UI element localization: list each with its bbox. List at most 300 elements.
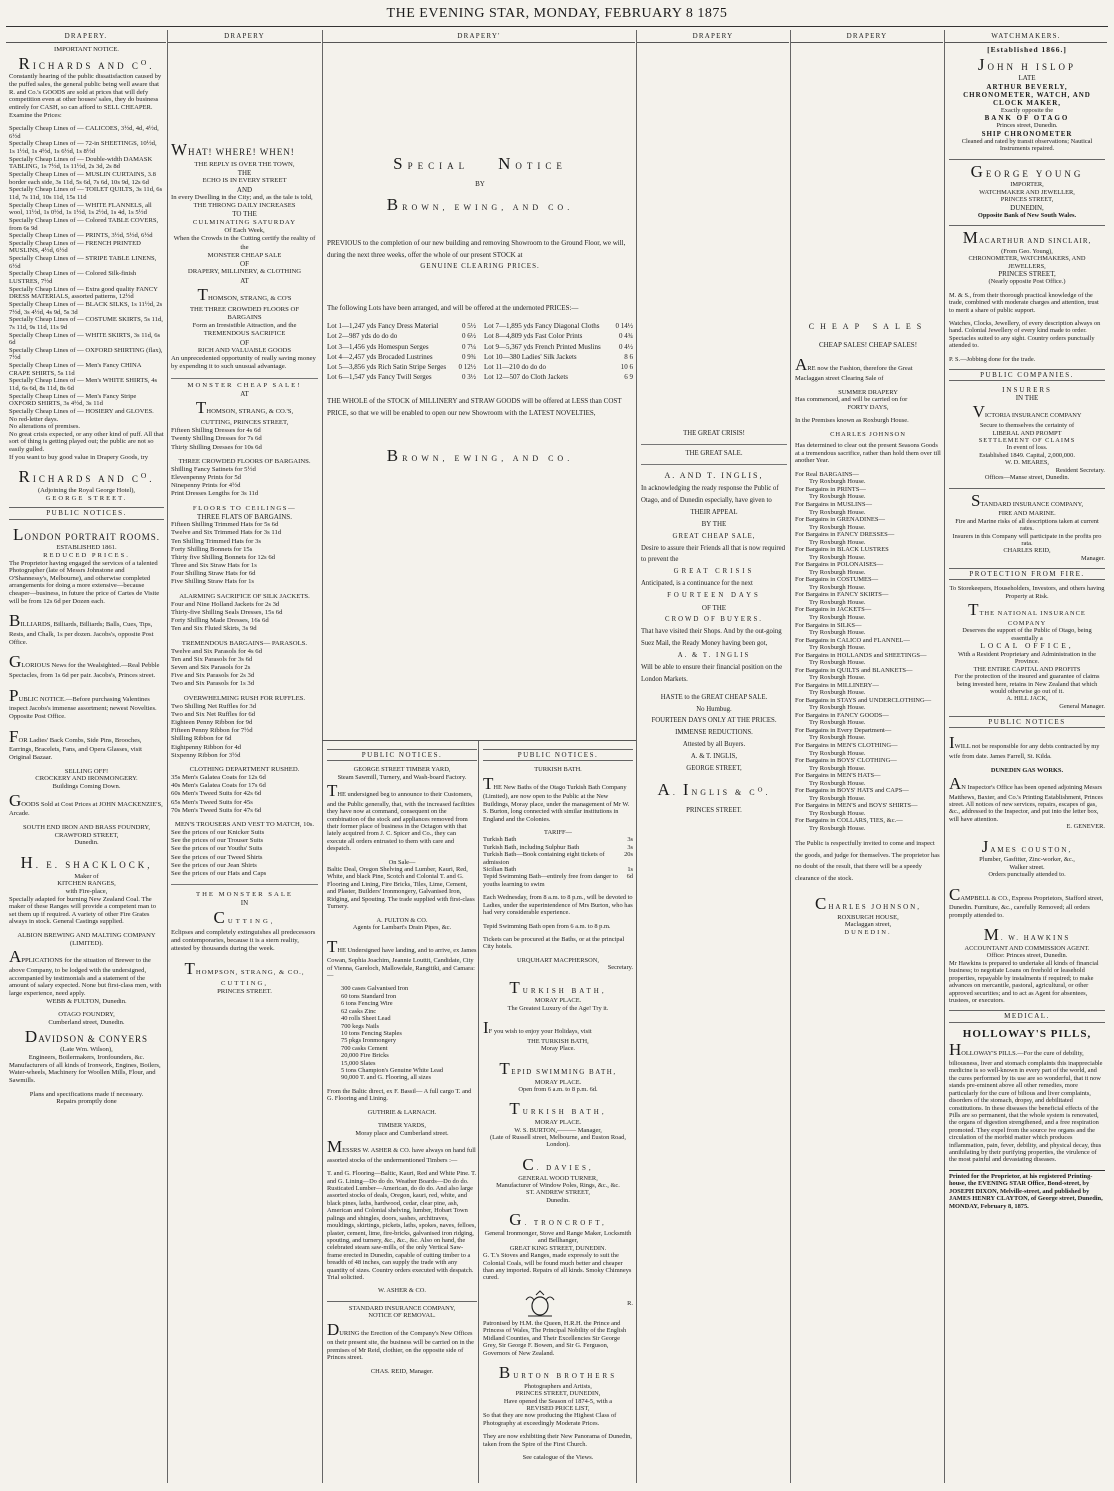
word-in: IN <box>240 899 249 908</box>
bargain-line: Twelve and Six Trimmed Hats for 3s 11d <box>171 529 282 537</box>
bargain-line: Eightpenny Ribbon for 4d <box>171 743 242 751</box>
lot-row <box>327 342 476 352</box>
try-roxburgh: Try Roxburgh House. <box>809 493 866 501</box>
general-manager: General Manager. <box>1059 702 1105 710</box>
anticipated: Anticipated, is a continuance for the next <box>641 580 753 588</box>
bargain-line: For Bargains in POLONAISES— <box>795 561 884 569</box>
column-rule <box>790 30 791 1483</box>
tariff-row-label: Turkish Bath, including Sulphur Bath <box>483 843 580 851</box>
roxburgh-house: ROXBURGH HOUSE, <box>837 913 899 921</box>
bargain-line: For Bargains in BOYS' HATS and CAPS— <box>795 787 909 795</box>
price-line: Specially Cheap Lines of — TOILET QUILTS, 3s 11d, 6s 11d, 7s 11d, 10s 11d, 15s 11d <box>9 186 163 201</box>
fire-place: with Fire-place, <box>65 887 108 895</box>
bargain-line: Twenty Shilling Dresses for 7s 6d <box>171 435 262 443</box>
bargain-line: See the prices of our Youths' Suits <box>171 845 263 853</box>
column-heading: WATCHMAKERS. <box>945 30 1107 43</box>
monster-cheap-sale: MONSTER CHEAP SALE <box>207 251 282 259</box>
import-item: 15,000 Slates <box>341 1059 376 1067</box>
bargain-line: Thirty-five Shilling Seals Dresses, 15s 6d <box>171 608 283 616</box>
bargain-line: Fifteen Shilling Trimmed Hats for 5s 6d <box>171 521 279 529</box>
royal-crest-icon <box>520 1290 560 1318</box>
bargain-line: See the prices of our Knicker Suits <box>171 829 265 837</box>
lots-table <box>327 321 633 382</box>
established-1849: Established 1849. Capital, 2,000,000. <box>979 451 1075 459</box>
repairs: Repairs promptly done <box>56 1098 117 1106</box>
masthead: THE EVENING STAR, MONDAY, FEBRUARY 8 1875 <box>386 6 728 21</box>
john-hislop: JOHN H ISLOP <box>977 54 1077 74</box>
drapery-millinery: DRAPERY, MILLINERY, & CLOTHING <box>187 268 302 276</box>
column-heading: DRAPERY <box>168 30 321 43</box>
word-the: THE <box>237 168 252 177</box>
bargain-line: Forty Shilling Bonnets for 15s <box>171 545 253 553</box>
entire-capital: THE ENTIRE CAPITAL AND PROFITS <box>973 665 1081 673</box>
cleaned-rated: Cleaned and rated by transit observations; Nautical Instruments repaired. <box>961 137 1093 153</box>
thomson-strang-2: THOMSON, STRANG, & CO.'S, <box>195 398 294 418</box>
try-roxburgh: Try Roxburgh House. <box>809 809 866 817</box>
rich-goods: RICH AND VALUABLE GOODS <box>197 347 292 355</box>
bargain-line: For Bargains in QUILTS and BLANKETS— <box>795 666 913 674</box>
lot-row-price: 10 6 <box>620 362 633 371</box>
try-roxburgh: Try Roxburgh House. <box>809 779 866 787</box>
protection-insured: For the protection of the insured and guarantee of claims being invested here, retains in New Zealand that which would otherwise go out of it. <box>954 673 1100 695</box>
lot-row-label: Lot 2—987 yds do do do <box>327 332 398 341</box>
tariff-row <box>483 866 633 873</box>
fourteen-days: FOURTEEN DAYS <box>667 592 761 600</box>
hats-list <box>171 521 318 586</box>
moray-place: Moray place and Cumberland street. <box>355 1129 449 1137</box>
bargain-line: For Bargains in MEN'S CLOTHING— <box>795 742 898 749</box>
at-inglis-title: A. AND T. INGLIS, <box>641 464 787 483</box>
lot-row-label: Lot 6—1,547 yds Fancy Twill Serges <box>327 372 432 381</box>
dunedin: Dunedin. <box>74 839 99 847</box>
albion-body: APPLICATIONS for the situation of Brewer to the above Company, to be lodged with the undersigned, accompanied by testimonials and a statement of the amount of salary expected. None but first-class men, with large experience, need apply. <box>9 947 162 998</box>
bargain-line: For Bargains in MEN'S and BOYS' SHIRTS— <box>795 802 918 810</box>
price-line: Specially Cheap Lines of — Colored Silk-finish LUSTRES, 7½d <box>9 270 137 286</box>
resident-secretary: Resident Secretary. <box>1055 466 1105 474</box>
every-dwelling: In every Dwelling in the City; and, as the tale is told, <box>171 194 313 202</box>
try-roxburgh: Try Roxburgh House. <box>809 583 866 591</box>
lot-row <box>327 331 476 341</box>
tariff-row-label: Turkish Bath—Book containing eight tickets of admission <box>483 851 605 866</box>
open-hours: Open from 6 a.m. to 8 p.m. 6d. <box>518 1085 598 1093</box>
watches: Watches, Clocks, Jewellery, of every description always on hand. Colonial Jewellery of every kind made to order. Spectacles suited to any sight. Country orders punctually attended to. <box>949 320 1101 350</box>
eclipses: Eclipses and completely extinguishes all predecessors and contemporaries, because it is a stern reality, attested by thousands during the week. <box>171 928 316 952</box>
maclaggan-street: Maclaggan street, <box>844 921 892 929</box>
manufacturer: Manufacturer of Window Poles, Rings, &c., &c. <box>496 1181 620 1189</box>
late-of: (Late of Russell street, Melbourne, and Euston Road, London). <box>490 1133 626 1149</box>
bargain-line: Ninepenny Prints for 4½d <box>171 482 241 490</box>
local-office: LOCAL OFFICE, <box>980 641 1074 651</box>
price-line: Specially Cheap Lines of — STRIPE TABLE LINENS, 6½d <box>9 255 157 270</box>
bargain-line: See the prices of our Trouser Suits <box>171 837 264 845</box>
import-item: 5 tons Champion's Genuine White Lead <box>341 1067 444 1075</box>
ladies-ad: FOR Ladies' Back Combs, Side Pins, Brooches, Earrings, Bracelets, Fans, and Opera Glasses, visit Original Bazaar. <box>9 726 142 762</box>
price-line: Specially Cheap Lines of — COSTUME SKIRTS, 5s 11d, 7s 11d, 9s 11d, 11s 9d <box>9 316 163 331</box>
price-line: Specially Cheap Lines of — Extra good quality FANCY DRESS MATERIALS, assorted patterns, 12½d <box>9 285 158 301</box>
price-line: Specially Cheap Lines of — FRENCH PRINTED MUSLINS, 4½d, 6½d <box>9 239 141 255</box>
dunedin: DUNEDIN, <box>1010 203 1044 212</box>
when-crowds: When the Crowds in the Cutting certify the reality of the <box>173 235 316 251</box>
richards-body: Constantly hearing of the public dissatisfaction caused by the puffed sales, the general public being well aware that R. and Co.'s GOODS are sold at prices that will defy competition even at other houses' sales, they do business entirely for CASH, so can afford to SELL CHEAPER. Examine the Prices: <box>9 73 162 119</box>
great-crisis: THE GREAT CRISIS! <box>683 430 745 437</box>
import-item: 6 tons Fencing Wire <box>341 1000 393 1008</box>
davidson-late: (Late Wm. Wilson), <box>60 1046 113 1054</box>
bargain-line: For Bargains in COSTUMES— <box>795 576 879 584</box>
deserves: Deserves the support of the Public of Otago, being essentially a <box>962 627 1092 642</box>
lot-row-price: 0 12½ <box>458 362 476 371</box>
gst-body: THE undersigned beg to announce to their Customers, and the Public generally, that, with the increased facilities they have now at command, consequent on the combination of the stock and appliances removed from their former place of business in the Octagon with that lately acquired from J. C. Spicer and Co., they can execute all orders entrusted to them with care and despatch. <box>327 780 475 853</box>
try-roxburgh: Try Roxburgh House. <box>809 734 866 742</box>
three-floors-2: THREE CROWDED FLOORS OF BARGAINS. <box>178 457 311 465</box>
kitchen-ranges: KITCHEN RANGES, <box>57 880 116 888</box>
reduced-prices: REDUCED PRICES. <box>43 551 130 559</box>
bargain-line: Five Shilling Straw Hats for 1s <box>171 578 255 586</box>
bargain-line: Shilling Fancy Satinets for 5½d <box>171 465 256 473</box>
alarming-sacrifice: ALARMING SACRIFICE OF SILK JACKETS. <box>179 592 310 600</box>
cheap-sales: CHEAP SALES <box>808 322 928 331</box>
import-item: 40 rolls Sheet Lead <box>341 1015 391 1023</box>
landing: THE Undersigned have landing, and to arrive, ex James Cowan, Sophia Joachim, Jeannie Louttit, Candidate, City of Vienna, Gareloch, Mallowdale, Rangitiki, and Camara:— <box>327 937 477 979</box>
what-where-when: WHAT! WHERE! WHEN! <box>171 140 295 159</box>
st-andrew-street: ST. ANDREW STREET, <box>526 1189 590 1197</box>
london-portrait-body: The Proprietor having engaged the services of a talented Photographer (late of Messrs Johnstone and O'Shannessy's, Melbourne), and otherwise completed arrangements for doing a more extensive—because cheaper—business, in future the price of Cartes de Visite will be from 12s 6d per Dozen each. <box>9 559 160 605</box>
lot-row-price: 0 3½ <box>462 372 476 381</box>
the-turkish-bath: THE TURKISH BATH, <box>527 1037 589 1045</box>
tariff-row-price: 3s <box>627 836 633 844</box>
office-princes: Office: Princes street, Dunedin. <box>986 952 1068 960</box>
tariff-row <box>483 851 633 866</box>
glorious-ad: GLORIOUS News for the Wealsighted.—Real Pebble Spectacles, from 1s 6d per pair. Jacobs's, Princes street. <box>9 652 160 680</box>
richards-address: (Adjoining the Royal George Hotel), <box>37 487 136 495</box>
bargain-line: Two and Six Parasols for 1s 3d <box>171 680 255 688</box>
lot-row-label: Lot 4—2,457 yds Brocaded Lustrines <box>327 352 433 361</box>
r-mark: R. <box>627 1300 633 1308</box>
try-roxburgh: Try Roxburgh House. <box>809 523 866 531</box>
troncroft-title: G. TRONCROFT, <box>509 1210 607 1230</box>
princes-street: PRINCES STREET, DUNEDIN, <box>515 1390 601 1398</box>
revised-price-list: REVISED PRICE LIST, <box>526 1404 590 1412</box>
tremendous-bargains: TREMENDOUS BARGAINS— PARASOLS. <box>181 639 308 647</box>
monster-cheap-sale-2: MONSTER CHEAP SALE! <box>171 378 318 390</box>
lot-row-price: 6 9 <box>624 372 633 381</box>
bargain-line: 35s Men's Galatea Coats for 12s 6d <box>171 774 266 782</box>
bargain-line: For Bargains in FANCY DRESSES— <box>795 531 895 539</box>
campbell-ad: CAMPBELL & CO., Express Proprietors, Stafford street, Dunedin. Furniture, &c., carefully Removed; all orders promptly attended to. <box>949 884 1104 919</box>
try-roxburgh: Try Roxburgh House. <box>809 689 866 697</box>
notice-removal: NOTICE OF REMOVAL. <box>368 1312 436 1320</box>
price-line: Specially Cheap Lines of — Men's Fancy CHINA CRAPE SHIRTS, 5s 11d <box>9 362 142 377</box>
a-inglis-co: A. INGLIS & $C^O$. <box>657 779 771 799</box>
bargain-line: See the prices of our Hats and Caps <box>171 869 267 877</box>
bargain-line: 40s Men's Galatea Coats for 17s 6d <box>171 782 266 790</box>
tariff-row-label: Turkish Bath <box>483 836 517 844</box>
timber-yards: TIMBER YARDS, <box>377 1122 427 1130</box>
charles-johnson-sign: CHARLES JOHNSON, <box>815 893 921 913</box>
holidays: IF you wish to enjoy your Holidays, visit <box>483 1018 592 1038</box>
word-by: BY <box>475 179 485 188</box>
george-st-timber: GEORGE STREET TIMBER YARD, <box>353 766 451 774</box>
great-crisis-2: GREAT CRISIS <box>673 568 755 576</box>
their-appeal: THEIR APPEAL <box>690 508 738 516</box>
price-list <box>9 125 164 415</box>
bargain-line: 70s Men's Tweed Suits for 47s 6d <box>171 806 262 814</box>
following-lots: The following Lots have been arranged, and will be offered at the undernoted PRICES:— <box>327 304 579 313</box>
lot-row <box>484 342 633 352</box>
lot-row-price: 8 6 <box>624 352 633 361</box>
import-item: 62 casks Zinc <box>341 1007 377 1015</box>
bargain-line: For Bargains in BLACK LUSTRES <box>795 546 889 554</box>
moray-place: MORAY PLACE. <box>534 1078 582 1086</box>
crockery: CROCKERY AND IRONMONGERY. <box>35 775 138 783</box>
davidson-title: DAVIDSON & CONYERS <box>24 1026 149 1046</box>
see-list <box>171 829 318 878</box>
are-now: ARE now the Fashion, therefore the Great Maclaggan street Clearing Sale of <box>795 355 913 383</box>
lot-row <box>484 352 633 362</box>
masthead-rule <box>6 26 1108 27</box>
princes-street: PRINCES STREET. <box>217 988 272 995</box>
lot-row <box>327 321 476 331</box>
bargain-line: See the prices of our Tweed Shirts <box>171 853 263 861</box>
section-heading: PUBLIC COMPANIES. <box>949 369 1105 381</box>
at-inglis-2: A. & T. INGLIS <box>677 651 751 659</box>
import-item: 700 casks Cement <box>341 1044 388 1052</box>
try-roxburgh: Try Roxburgh House. <box>809 644 866 652</box>
in-the: IN THE <box>1015 394 1039 403</box>
try-roxburgh: Try Roxburgh House. <box>809 598 866 606</box>
webb-fulton: WEBB & FULTON, Dunedin. <box>46 997 127 1005</box>
chronometer-watchmakers: CHRONOMETER, WATCHMAKERS, AND JEWELLERS, <box>968 255 1086 270</box>
of-the: OF THE <box>701 604 727 613</box>
bargain-line: For Bargains in PRINTS— <box>795 485 866 493</box>
protection-from-fire: PROTECTION FROM FIRE. <box>949 568 1105 580</box>
try-roxburgh: Try Roxburgh House. <box>809 508 866 516</box>
printer-imprint: Printed for the Proprietor, at his registered Printing-house, the EVENING STAR Office, Bond-street, by JOSEPH DIXON, Melville-street, and published by JAMES HENRY CLAYTON, of George street, Dunedin, MONDAY, February 8, 1875. <box>949 1170 1105 1210</box>
burton-brothers: BURTON BROTHERS <box>498 1362 618 1382</box>
otago-foundry: OTAGO FOUNDRY, <box>58 1011 115 1019</box>
a-hill-jack: A. HILL JACK, <box>1006 695 1048 703</box>
plans: Plans and specifications made if necessary. <box>29 1090 144 1098</box>
bargain-line: 60s Men's Tweed Suits for 42s 6d <box>171 790 262 798</box>
import-item: 20,000 Fire Bricks <box>341 1052 389 1060</box>
london-portrait-title: LONDON PORTRAIT ROOMS. <box>13 524 160 544</box>
princes-street: Princes street, Dunedin. <box>996 122 1058 130</box>
cheap-sales-2: CHEAP SALES! CHEAP SALES! <box>818 341 918 350</box>
bargain-line: For Bargains in Every Department— <box>795 726 892 734</box>
e-genever: E. GENEVER. <box>1066 823 1105 831</box>
royal-arms-row <box>483 1288 633 1320</box>
try-roxburgh: Try Roxburgh House. <box>809 764 866 772</box>
price-line: Specially Cheap Lines of — HOSIERY and GLOVES. <box>9 407 154 415</box>
bargain-line: Thirty five Shilling Bonnets for 12s 6d <box>171 553 276 561</box>
watchmaker-jeweller: WATCHMAKER AND JEWELLER, <box>979 188 1075 196</box>
tariff-table <box>483 836 633 888</box>
nearly-opposite: (Nearly opposite Post Office.) <box>988 278 1066 286</box>
lot-row <box>484 321 633 331</box>
special-notice: SPECIAL NOTICE <box>393 154 567 173</box>
has-commenced: Has commenced, and will be carried on for <box>795 396 908 404</box>
bargain-line: For Bargains in FANCY SKIRTS— <box>795 591 889 599</box>
national-insurance: TTHE NATIONAL INSURANCE COMPANY <box>968 600 1086 627</box>
bargain-line: For Real BARGAINS— <box>795 470 859 478</box>
visited: That have visited their Shops. And by the out-going Suez Mail, the Ready Money having been got, <box>641 628 782 648</box>
importer: IMPORTER, <box>1010 181 1044 189</box>
george-street: GEORGE STREET, <box>686 764 742 772</box>
bargain-line: Fifteen Shilling Dresses for 4s 6d <box>171 427 261 435</box>
asher-body: T. and G. Flooring—Baltic, Kauri, Red and White Pine. T. and G. Lining—Do do do. Weather Boards—Do do do. Rusticated Lumber—American, do do do. And also large assorted stocks of deals, Oregon, kauri, red, white, and black pines, laths, hardwood, cedar, clear pine, ash, American and Colonial shelving, lumber, Hobart Town palings and shingles, doors, sashes, architraves, mouldings, skirtings, pickets, laths, spokes, naves, felloes, plaster, cement, lime, fire-bricks, galvanised iron ridging, spouting, and turnery, &c., &c., &c. Also on hand, the celebrated steam saw-mills, of the only Vertical Saw-frame erected in Dunedin, capable of cutting timber to a breadth of 48 inches, can supply the trade with any quantity of sizes. Country orders executed with despatch. Trial solicited. <box>327 1170 477 1282</box>
storekeepers: To Storekeepers, Householders, Investors, and others having Property at Risk. <box>949 585 1105 600</box>
column-rule <box>944 30 945 1483</box>
section-heading: PUBLIC NOTICES <box>949 716 1105 728</box>
footer-line: No alterations of premises. <box>9 423 81 431</box>
try-roxburgh: Try Roxburgh House. <box>809 824 866 832</box>
fulton: A. FULTON & CO. <box>376 916 428 924</box>
asher-signature: W. ASHER & CO. <box>378 1287 426 1295</box>
chronometer-maker: CHRONOMETER, WATCH, AND CLOCK MAKER, <box>963 90 1091 107</box>
word-of: OF <box>240 259 249 268</box>
lot-row-label: Lot 7—1,895 yds Fancy Diagonal Cloths <box>484 322 600 331</box>
footer-line: If you want to buy good value in Drapery Goods, try <box>9 453 148 461</box>
shacklock-title: H. E. SHACKLOCK, <box>20 852 153 872</box>
throng: THE THRONG DAILY INCREASES <box>193 202 296 210</box>
bargain-line: For Bargains in FANCY GOODS— <box>795 711 889 719</box>
princes-street: PRINCES STREET, <box>1000 196 1054 204</box>
summer-drapery: SUMMER DRAPERY <box>838 388 898 396</box>
insurers: INSURERS <box>1002 386 1052 395</box>
photographers: Photographers and Artists, <box>524 1382 592 1390</box>
tremendous-sacrifice: TREMENDOUS SACRIFICE <box>203 330 286 338</box>
bargain-line: Two and Six Net Ruffles for 6d <box>171 710 256 718</box>
genuine-clearing-prices: GENUINE CLEARING PRICES. <box>420 262 540 271</box>
settlement: SETTLEMENT OF CLAIMS <box>978 437 1076 445</box>
bargain-line: Seven and Six Parasols for 2s <box>171 664 251 672</box>
bargain-line: For Bargains in COLLARS, TIES, &c.— <box>795 817 903 825</box>
macarthur-sinclair: MACARTHUR AND SINCLAIR, <box>949 225 1105 248</box>
lot-row-label: Lot 10—380 Ladies' Silk Jackets <box>484 352 577 361</box>
richards-sign: RICHARDS AND $C^O$. <box>18 467 155 487</box>
try-roxburgh: Try Roxburgh House. <box>809 794 866 802</box>
richards-footer <box>9 416 164 462</box>
davidson-body: Manufacturers of all kinds of Ironwork, Engines, Boilers, Water-wheels, Machinery for Woollen Mills, Flour, and Sawmills. <box>9 1061 161 1084</box>
try-roxburgh: Try Roxburgh House. <box>809 629 866 637</box>
public-invited: The Public is respectfully invited to come and inspect the goods, and judge for themselves. The proprietor has no doubt of the result, that there will be a speedy clearance of the stock. <box>795 840 940 882</box>
orders-punctually: Orders punctually attended to. <box>988 871 1066 879</box>
bargain-line: For Bargains in MUSLINS— <box>795 501 872 508</box>
southend-foundry: SOUTH END IRON AND BRASS FOUNDRY, <box>22 823 150 831</box>
season: Have opened the Season of 1874-5, with a <box>503 1397 613 1405</box>
secretary: Secretary. <box>607 964 633 972</box>
dresses-list <box>171 427 318 452</box>
princes-street: PRINCES STREET. <box>686 806 742 814</box>
bargain-line: Four and Nine Holland Jackets for 2s 3d <box>171 600 280 608</box>
see-catalogue: See catalogue of the Views. <box>522 1454 594 1462</box>
cutting-princes: CUTTING, PRINCES STREET, <box>200 419 289 427</box>
column-rule <box>322 30 323 1483</box>
ws-burton: W. S. BURTON,——— Manager, <box>514 1126 602 1134</box>
bargain-line: For Bargains in MEN'S HATS— <box>795 772 881 780</box>
bargain-line: Ten Shilling Trimmed Hats for 3s <box>171 537 262 545</box>
bargain-line: Elevenpenny Prints for 5d <box>171 474 242 482</box>
jackets-list <box>171 601 318 634</box>
walker-street: Walker street. <box>1009 863 1045 871</box>
victoria-insurance: VICTORIA INSURANCE COMPANY <box>972 402 1082 422</box>
on-sale-body: Baltic Deal, Oregon Shelving and Lumber, Kauri, Red, White, and black Pine, Scotch and Colonial T. and G. Flooring and Lining, Fire Bricks, Tiles, Lime, Cement, and Plaster, Builders' Ironmongery, Galvanised Iron, Ridging, and Spouting. The trade supplied with first-class Turnery. <box>327 866 475 911</box>
at-inglis-3: A. & T. INGLIS, <box>690 753 738 761</box>
great-king-street: GREAT KING STREET, DUNEDIN. <box>509 1244 607 1252</box>
three-floors: THE THREE CROWDED FLOORS OF <box>189 305 300 313</box>
i-will-not: IWILL not be responsible for any debts contracted by my wife from date. James Farrell, St. Kilda. <box>949 733 1100 761</box>
bargain-line: Ten and Six Parasols for 3s 6d <box>171 655 253 663</box>
tariff-row-price: 20s <box>624 851 633 859</box>
overwhelming-rush: OVERWHELMING RUSH FOR RUFFLES. <box>183 694 306 702</box>
maker-of: Maker of <box>74 872 99 880</box>
word-to-the: TO THE <box>232 210 257 219</box>
lot-row <box>484 362 633 372</box>
bargain-line: For Bargains in HOLLANDS and SHEETINGS— <box>795 651 927 659</box>
footer-line: No great crisis expected, or any other kind of puff. All that sort of thing is getting played out; the public are not so easily gulled. <box>9 430 164 454</box>
utting: CUTTING, <box>213 907 276 927</box>
tariff-row-price: 3s <box>627 843 633 851</box>
albion-title: ALBION BREWING AND MALTING COMPANY (LIMITED). <box>17 932 156 947</box>
wd-meares: W. D. MEARES, <box>1005 459 1049 467</box>
try-roxburgh: Try Roxburgh House. <box>809 674 866 682</box>
import-item: 10 tons Fencing Staples <box>341 1029 402 1037</box>
agents: Agents for Lambart's Drain Pipes, &c. <box>352 924 452 931</box>
footer-line: No red-letter days. <box>9 415 59 423</box>
word-at: AT <box>240 276 249 285</box>
moray-place: MORAY PLACE. <box>534 1119 582 1127</box>
baltic: From the Baltic direct, ex F. Bassil— A full cargo T. and G. Flooring and Lining. <box>327 1087 472 1103</box>
arthur-beverly: ARTHUR BEVERLY, <box>986 82 1068 91</box>
lot-row-label: Lot 12—507 do Cloth Jackets <box>484 372 568 381</box>
lot-row-price: 0 5½ <box>462 322 476 331</box>
thompson-strang-3: THOMPSON, STRANG, & CO., <box>184 959 305 979</box>
tickets: Tickets can be procured at the Baths, or at the principal City hotels. <box>483 936 625 951</box>
lot-row-label: Lot 11—210 do do do <box>484 362 546 371</box>
section-rule <box>322 740 636 741</box>
lot-row-price: 0 6½ <box>462 332 476 341</box>
davies-title: C. DAVIES, <box>522 1154 594 1174</box>
price-line: Specially Cheap Lines of — 72-in SHEETINGS, 10½d, 1s 1½d, 1s 4½d, 1s 6½d, 1s 8½d <box>9 140 157 156</box>
column-2 <box>168 140 321 1340</box>
bargain-line: See the prices of our Jean Shirts <box>171 861 257 869</box>
asher-intro: MESSRS W. ASHER & CO. have always on hand full assorted stocks of the undermentioned Timbers :— <box>327 1137 476 1164</box>
charles-reid: CHARLES REID, <box>1003 547 1051 555</box>
george-young: GEORGE YOUNG <box>949 159 1105 182</box>
of-each-week: Of Each Week, <box>224 227 265 235</box>
try-roxburgh: Try Roxburgh House. <box>809 478 866 486</box>
public-notice-ad: PUBLIC NOTICE.—Before purchasing Valentines inspect Jacobs's immense assortment; newest Novelties. Opposite Post Office. <box>9 685 157 721</box>
tariff-row <box>483 836 633 843</box>
billiards-ad: BILLIARDS, Billiards, Billiards; Balls, Cues, Tips, Rests, and Chalk, 1s per dozen. Jacobs's, opposite Post Office. <box>9 611 154 646</box>
in-event-loss: In event of loss. <box>1006 444 1048 452</box>
tariff: TARIFF— <box>544 828 572 836</box>
profits: Insurers in this Company will participate in the profits pro rata. <box>952 532 1102 547</box>
section-heading: PUBLIC NOTICES. <box>483 749 633 761</box>
bargain-line: For Bargains in GRENADINES— <box>795 516 885 524</box>
ruffles-list <box>171 703 318 760</box>
fire-marine: FIRE AND MARINE. <box>998 510 1056 518</box>
lot-row-label: Lot 9—5,367 yds French Printed Muslins <box>484 342 601 351</box>
lots-right <box>484 321 633 382</box>
mens-trousers: MEN'S TROUSERS AND VEST TO MATCH, 10s. <box>174 820 315 828</box>
bargain-line: Four Shilling Straw Hats for 6d <box>171 570 256 578</box>
try-roxburgh: Try Roxburgh House. <box>809 659 866 667</box>
guthrie-larnach: GUTHRIE & LARNACH. <box>367 1108 437 1116</box>
bargain-line: 65s Men's Tweed Suits for 45s <box>171 798 253 806</box>
bargain-line: Fifteen Penny Ribbon for 7½d <box>171 727 253 735</box>
import-item: 300 cases Galvanised Iron <box>341 985 409 993</box>
manager: Manager. <box>1081 554 1105 562</box>
